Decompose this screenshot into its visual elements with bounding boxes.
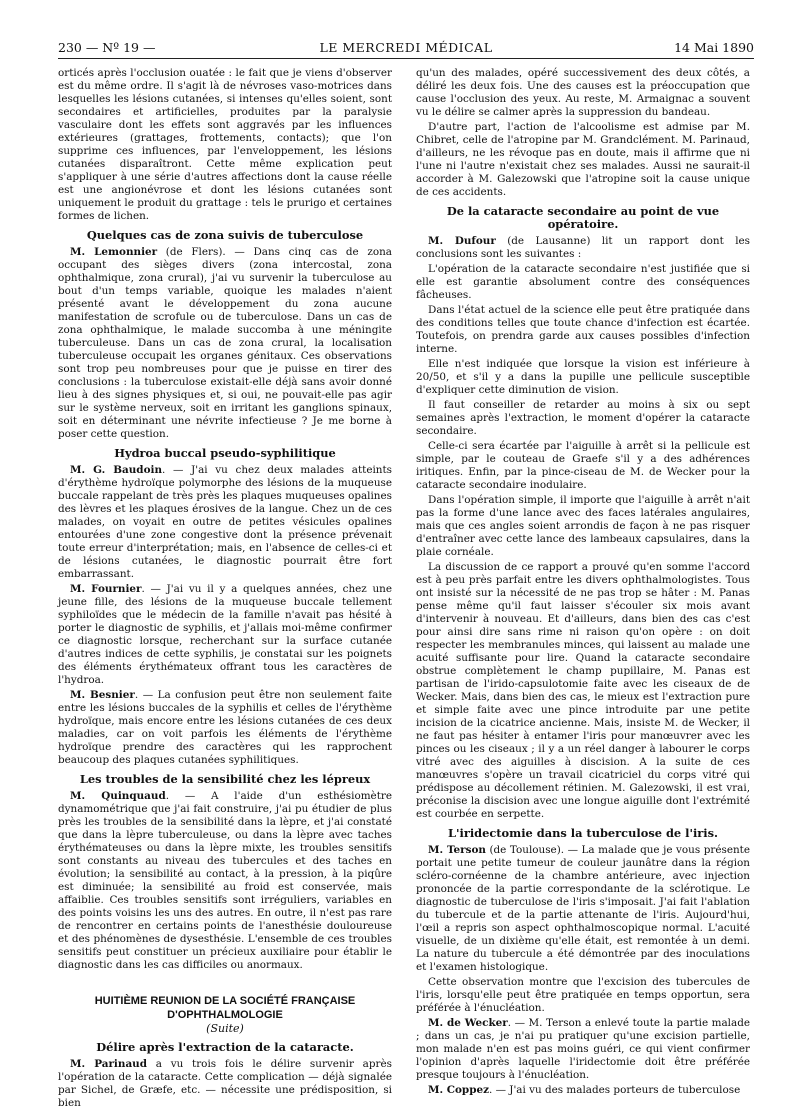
- author-name: M. Besnier: [70, 689, 135, 701]
- section-heading: L'iridectomie dans la tuberculose de l'iris.: [448, 826, 718, 840]
- paragraph: [58, 583, 392, 687]
- journal-title: LE MERCREDI MÉDICAL: [319, 40, 493, 55]
- paragraph-text: . — M. Terson a enlevé toute la partie malade ; dans un cas, je n'ai pu pratiquer qu'une excision partielle, mon malade n'en est pas moins guéri, ce qui vient confirmer l'opinion d'après laquelle l'iridectomie doit être préférée presque toujours à l'énucléation.: [416, 1017, 750, 1081]
- paragraph: [416, 1084, 750, 1097]
- section-heading: Hydroa buccal pseudo-syphilitique: [114, 446, 336, 460]
- author-name: M. Coppez: [428, 1084, 489, 1096]
- paragraph: Dans l'état actuel de la science elle peut être pratiquée dans des conditions telles que toute chance d'infection est écartée. Toutefois, on prendra garde aux causes possibles d'infection interne.: [416, 304, 750, 355]
- left-column: [58, 67, 392, 1112]
- paragraph: D'autre part, l'action de l'alcoolisme est admise par M. Chibret, celle de l'atropine par M. Grandclément. M. Parinaud, d'ailleurs, ne les révoque pas en doute, mais il affirme que ni l'une ni l'autre n'existait chez ses malades. Aussi ne saurait-il accorder à M. Galezowski que l'atropine soit la cause unique de ces accidents.: [416, 121, 750, 198]
- paragraph-text: (de Lausanne) lit un rapport dont les conclusions sont les suivantes :: [416, 235, 750, 260]
- paragraph-text: (de Flers). — Dans cinq cas de zona occupant des sièges divers (zona intercostal, zona ophthalmique, zona crural), j'ai vu survenir la tuberculose au bout d'un temps variable, quoique les malades n'aient présenté avant le développement du zona aucune manifestation de scrofule ou de tuberculose. Dans un cas de zona ophthalmique, le malade succomba à une méningite tuberculeuse. Dans un cas de zona crural, la localisation tuberculeuse occupait les organes génitaux. Ces observations sont trop peu nombreuses pour que je puisse en tirer des conclusions : la tuberculose existait-elle déjà sans avoir donné lieu à des signes physiques et, si oui, ne pouvait-elle pas agir sur le système nerveux, soit en irritant les ganglions spinaux, soit en déterminant une névrite infectieuse ? Je me borne à poser cette question.: [58, 246, 392, 440]
- paragraph: Il faut conseiller de retarder au moins à six ou sept semaines après l'extraction, le moment d'opérer la cataracte secondaire.: [416, 399, 750, 437]
- section-heading: Quelques cas de zona suivis de tuberculose: [86, 228, 364, 242]
- section-heading: De la cataracte secondaire au point de vue opératoire.: [446, 204, 720, 231]
- paragraph: [416, 235, 750, 261]
- paragraph: qu'un des malades, opéré successivement des deux côtés, a déliré les deux fois. Une des causes est la préoccupation que cause l'occlusion des yeux. Au reste, M. Armaignac a souvent vu le délire se calmer après la suppression du bandeau.: [416, 67, 750, 118]
- paragraph: Celle-ci sera écartée par l'aiguille à arrêt si la pellicule est simple, par le couteau de Graefe s'il y a des adhérences iritiques. Enfin, par la pince-ciseau de M. de Wecker pour la cataracte secondaire inodulaire.: [416, 440, 750, 491]
- paragraph: La discussion de ce rapport a prouvé qu'en somme l'accord est à peu près parfait entre les divers ophthalmologistes. Tous ont insisté sur la nécessité de ne pas trop se hâter : M. Panas pense même qu'il faut laisser s'écouler six mois avant d'intervenir à nouveau. Et d'ailleurs, dans bien des cas c'est pour ainsi dire sans rime ni raison qu'on opère : on doit respecter les membranules minces, qui laissent au malade une acuité suffisante pour lire. Quand la cataracte secondaire obstrue complètement le champ pupillaire, M. Panas est partisan de l'irido-capsulotomie faite avec les ciseaux de de Wecker. Mais, dans bien des cas, le mieux est l'extraction pure et simple faite avec une pince introduite par une petite incision de la cicatrice ancienne. Mais, insiste M. de Wecker, il ne faut pas hésiter à entamer l'iris pour manœuvrer avec les pinces ou les ciseaux ; il y a un réel danger à labourer le corps vitré avec des aiguilles à discision. A la suite de ces manœuvres s'opère un travail cicatriciel du corps vitré qui prédispose au décollement rétinien. M. Galezowski, il est vrai, préconise la discision avec une longue aiguille dont l'extrémité est courbée en serpette.: [416, 561, 750, 820]
- author-name: M. Quinquaud: [70, 790, 166, 802]
- paragraph: L'opération de la cataracte secondaire n'est justifiée que si elle est garantie absolument contre des conséquences fâcheuses.: [416, 263, 750, 301]
- society-heading: HUITIÈME REUNION DE LA SOCIÉTÉ FRANÇAISE D'OPHTHALMOLOGIE: [94, 995, 356, 1021]
- society-subheading: (Suite): [206, 1022, 244, 1035]
- paragraph-text: . — J'ai vu des malades porteurs de tuberculose: [488, 1084, 741, 1096]
- paragraph: Elle n'est indiquée que lorsque la vision est inférieure à 20/50, et s'il y a dans la pupille une pellicule susceptible d'expliquer cette diminution de vision.: [416, 358, 750, 396]
- paragraph: orticés après l'occlusion ouatée : le fait que je viens d'observer est du même ordre. Il s'agit là de névroses vaso-motrices dans lesquelles les lésions cutanées, si intenses qu'elles soient, sont secondaires et artificielles, produites par la paralysie vasculaire dont les effets sont aggravés par les influences extérieures (grattages, frottements, contacts); que l'on supprime ces influences, par l'enveloppement, les lésions cutanées disparaîtront. Cette même explication peut s'appliquer à une série d'autres affections dont la cause réelle est une angionévrose et dont les lésions cutanées sont uniquement le produit du grattage : tels le prurigo et certaines formes de lichen.: [58, 67, 392, 222]
- paragraph-text: a vu trois fois le délire survenir après l'opération de la cataracte. Cette complication — déjà signalée par Sichel, de Græfe, etc. — nécessite une prédisposition, si bien: [58, 1058, 392, 1109]
- author-name: M. Terson: [428, 844, 486, 856]
- issue-date: 14 Mai 1890: [674, 40, 754, 55]
- right-column: [416, 67, 750, 1099]
- page-header: [58, 40, 754, 59]
- page-number: 230 — Nº 19 —: [58, 40, 156, 55]
- paragraph-text: . — J'ai vu chez deux malades atteints d'érythème hydroïque polymorphe des lésions de la muqueuse buccale rappelant de très près les plaques muqueuses opalines des lèvres et les plaques érosives de la langue. Chez un de ces malades, on voyait en outre de petites vésicules opalines entourées d'une zone congestive dont la présence prévenait toute erreur d'interprétation; mais, en l'absence de celles-ci et de lésions cutanées, le diagnostic pourrait être fort embarrassant.: [58, 464, 392, 580]
- paragraph: [58, 246, 392, 441]
- paragraph-text: . — J'ai vu il y a quelques années, chez une jeune fille, des lésions de la muqueuse buccale tellement syphiloïdes que le médecin de la famille n'avait pas hésité à porter le diagnostic de syphilis, et j'allais moi-même confirmer ce diagnostic lorsque, recherchant sur la surface cutanée d'autres indices de cette syphilis, je constatai sur les poignets des éléments érythémateux offrant tous les caractères de l'hydroa.: [58, 583, 393, 686]
- paragraph-text: (de Toulouse). — La malade que je vous présente portait une petite tumeur de couleur jaunâtre dans la région scléro-cornéenne de la chambre antérieure, avec injection prononcée de la partie correspondante de la sclérotique. Le diagnostic de tuberculose de l'iris s'imposait. J'ai fait l'ablation du tubercule et de la partie attenante de l'iris. Aujourd'hui, l'œil a repris son aspect ophthalmoscopique normal. L'acuité visuelle, de un dixième qu'elle était, est remontée à un demi. La nature du tubercule a été démontrée par des inoculations et l'examen histologique.: [416, 844, 750, 973]
- paragraph-text: . — La confusion peut être non seulement faite entre les lésions buccales de la syphilis et celles de l'érythème hydroïque, mais encore entre les lésions cutanées de ces deux maladies, car on voit parfois les éléments de l'érythème hydroïque prendre des caractères qui les rapprochent beaucoup des plaques cutanées syphilitiques.: [58, 689, 392, 766]
- paragraph-text: . — A l'aide d'un esthésiomètre dynamométrique que j'ai fait construire, j'ai pu étudier de plus près les troubles de la sensibilité dans la lèpre, et j'ai constaté que dans la lèpre tuberculeuse, ou dans la lèpre avec taches érythémateuses ou dans la lèpre mixte, les troubles sensitifs sont constants au niveau des tubercules et des taches en évolution; la sensibilité au contact, à la pression, à la piqûre est diminuée; la sensibilité au froid est conservée, mais affaiblie. Ces troubles sensitifs sont irréguliers, variables en des points voisins les uns des autres. En outre, il n'est pas rare de rencontrer en certains points de l'anesthésie douloureuse et des phénomènes de dysesthésie. L'ensemble de ces troubles sensitifs peut constituer un précieux auxiliaire pour établir le diagnostic dans les cas difficiles ou anormaux.: [58, 790, 392, 971]
- author-name: M. G. Baudoin: [70, 464, 163, 476]
- author-name: M. Fournier: [70, 583, 142, 595]
- paragraph: [416, 844, 750, 974]
- paragraph: [58, 1058, 392, 1110]
- section-heading: Les troubles de la sensibilité chez les lépreux: [79, 772, 371, 786]
- paragraph: [58, 689, 392, 767]
- author-name: M. Lemonnier: [70, 246, 158, 258]
- section-heading: Délire après l'extraction de la cataracte.: [96, 1040, 354, 1054]
- author-name: M. Dufour: [428, 235, 496, 247]
- author-name: M. Parinaud: [70, 1058, 147, 1070]
- paragraph: Dans l'opération simple, il importe que l'aiguille à arrêt n'ait pas la forme d'une lance avec des faces latérales angulaires, mais que ces angles soient arrondis de façon à ne pas risquer d'entraîner avec cette lance des lambeaux capsulaires, dans la plaie cornéale.: [416, 494, 750, 558]
- author-name: M. de Wecker: [428, 1017, 508, 1029]
- paragraph: [58, 790, 392, 972]
- paragraph: [416, 1017, 750, 1082]
- paragraph: [58, 464, 392, 581]
- paragraph: Cette observation montre que l'excision des tubercules de l'iris, lorsqu'elle peut être pratiquée en temps opportun, sera préférée à l'énucléation.: [416, 976, 750, 1014]
